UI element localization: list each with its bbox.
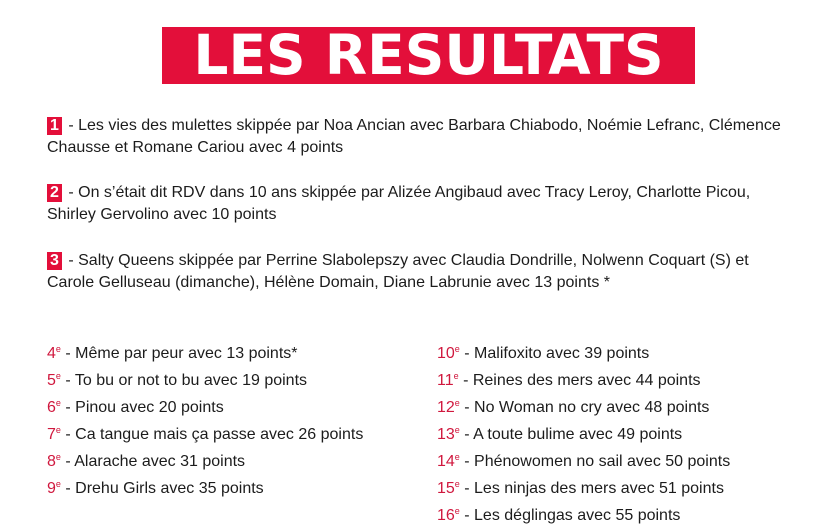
rank-number: 15e [437, 479, 460, 497]
rank-number: 9e [47, 479, 61, 497]
list-item: 10e - Malifoxito avec 39 points [437, 344, 650, 362]
rank-number: 5e [47, 371, 61, 389]
list-item: 11e - Reines des mers avec 44 points [437, 371, 701, 389]
rank-number: 8e [47, 452, 61, 470]
list-item: 14e - Phénowomen no sail avec 50 points [437, 452, 731, 470]
list-item: 13e - A toute bulime avec 49 points [437, 425, 683, 443]
rank-badge: 3 [47, 252, 62, 270]
podium-entry-1 [47, 115, 787, 159]
list-item: 6e - Pinou avec 20 points [47, 398, 224, 416]
list-item: 4e - Même par peur avec 13 points* [47, 344, 298, 362]
podium-text: - Les vies des mulettes skippée par Noa Ancian avec Barbara Chiabodo, Noémie Lefranc, Clémence Chausse et Romane Cariou avec 4 points [47, 117, 781, 156]
rank-badge: 1 [47, 117, 62, 135]
rank-number: 16e [437, 506, 460, 524]
podium-entry-2 [47, 182, 787, 226]
rank-number: 11e [437, 371, 459, 389]
podium-text: - Salty Queens skippée par Perrine Slabolepszy avec Claudia Dondrille, Nolwenn Coquart (S) et Carole Gelluseau (dimanche), Hélène Domain, Diane Labrunie avec 13 points * [47, 252, 749, 291]
rank-number: 14e [437, 452, 460, 470]
page-title: LES RESULTATS [162, 27, 695, 84]
podium-text: - On s’était dit RDV dans 10 ans skippée par Alizée Angibaud avec Tracy Leroy, Charlotte Picou, Shirley Gervolino avec 10 points [47, 184, 751, 223]
list-item: 15e - Les ninjas des mers avec 51 points [437, 479, 724, 497]
rank-number: 7e [47, 425, 61, 443]
list-item: 8e - Alarache avec 31 points [47, 452, 246, 470]
podium-entry-3 [47, 250, 787, 294]
rank-number: 4e [47, 344, 61, 362]
ranking-list-right [437, 338, 817, 527]
list-item: 7e - Ca tangue mais ça passe avec 26 points [47, 425, 364, 443]
list-item: 16e - Les déglingas avec 55 points [437, 506, 681, 524]
list-item: 12e - No Woman no cry avec 48 points [437, 398, 710, 416]
list-item: 9e - Drehu Girls avec 35 points [47, 479, 264, 497]
rank-badge: 2 [47, 184, 62, 202]
rank-number: 13e [437, 425, 460, 443]
rank-number: 6e [47, 398, 61, 416]
list-item: 5e - To bu or not to bu avec 19 points [47, 371, 308, 389]
rank-number: 10e [437, 344, 460, 362]
ranking-list-left [47, 338, 397, 500]
rank-number: 12e [437, 398, 460, 416]
